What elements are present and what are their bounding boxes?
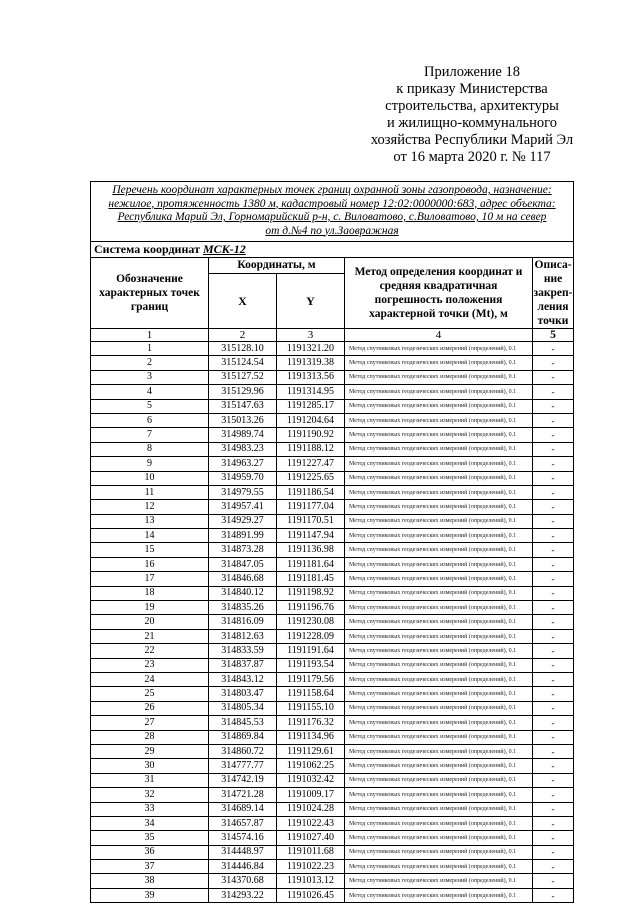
method-cell: Метод спутниковых геодезических измерений (определений), 0.1 (345, 370, 533, 384)
y-coordinate-cell: 1191230.08 (277, 615, 345, 629)
caption-line: от д.№4 по ул.Заовражная (265, 224, 399, 237)
fixing-description-cell: - (533, 788, 574, 802)
column-numbers-row (91, 329, 574, 342)
point-number-cell: 18 (91, 586, 209, 600)
table-row (91, 514, 574, 528)
x-coordinate-cell: 314959.70 (209, 471, 277, 485)
y-coordinate-cell: 1191321.20 (277, 342, 345, 356)
column-number: 5 (533, 329, 574, 342)
method-cell: Метод спутниковых геодезических измерений (определений), 0.1 (345, 744, 533, 758)
header-line: от 16 марта 2020 г. № 117 (393, 149, 551, 165)
point-number-cell: 2 (91, 356, 209, 370)
point-number-cell: 26 (91, 701, 209, 715)
fixing-description-cell: - (533, 342, 574, 356)
fixing-description-cell: - (533, 860, 574, 874)
method-cell: Метод спутниковых геодезических измерений (определений), 0.1 (345, 629, 533, 643)
table-row (91, 572, 574, 586)
fixing-description-cell: - (533, 672, 574, 686)
x-coordinate-cell: 315129.96 (209, 385, 277, 399)
method-cell: Метод спутниковых геодезических измерений (определений), 0.1 (345, 601, 533, 615)
header-line: к приказу Министерства (396, 81, 548, 97)
point-number-cell: 7 (91, 428, 209, 442)
caption-line: Республика Марий Эл, Горномарийский р-н, с. Виловатово, с.Виловатово, 10 м на север (117, 211, 547, 223)
y-coordinate-cell: 1191196.76 (277, 601, 345, 615)
table-row (91, 601, 574, 615)
x-coordinate-cell: 314929.27 (209, 514, 277, 528)
point-number-cell: 4 (91, 385, 209, 399)
column-header-x: X (209, 273, 277, 328)
y-coordinate-cell: 1191179.56 (277, 672, 345, 686)
method-cell: Метод спутниковых геодезических измерений (определений), 0.1 (345, 529, 533, 543)
coordinate-system-label: Система координат (94, 242, 200, 256)
x-coordinate-cell: 314860.72 (209, 744, 277, 758)
point-number-cell: 25 (91, 687, 209, 701)
table-row (91, 730, 574, 744)
y-coordinate-cell: 1191191.64 (277, 644, 345, 658)
point-number-cell: 35 (91, 831, 209, 845)
table-row (91, 845, 574, 859)
table-row (91, 716, 574, 730)
fixing-description-cell: - (533, 874, 574, 888)
table-row (91, 860, 574, 874)
point-number-cell: 6 (91, 413, 209, 427)
method-cell: Метод спутниковых геодезических измерений (определений), 0.1 (345, 672, 533, 686)
x-coordinate-cell: 314816.09 (209, 615, 277, 629)
y-coordinate-cell: 1191313.56 (277, 370, 345, 384)
fixing-description-cell: - (533, 845, 574, 859)
y-coordinate-cell: 1191009.17 (277, 788, 345, 802)
method-cell: Метод спутниковых геодезических измерений (определений), 0.1 (345, 888, 533, 902)
method-cell: Метод спутниковых геодезических измерений (определений), 0.1 (345, 716, 533, 730)
y-coordinate-cell: 1191026.45 (277, 888, 345, 902)
column-header-method: Метод определения координат и средняя квадратичная погрешность положения характерной точки (Mt), м (345, 258, 533, 329)
x-coordinate-cell: 314812.63 (209, 629, 277, 643)
x-coordinate-cell: 314869.84 (209, 730, 277, 744)
point-number-cell: 9 (91, 457, 209, 471)
method-cell: Метод спутниковых геодезических измерений (определений), 0.1 (345, 557, 533, 571)
x-coordinate-cell: 314833.59 (209, 644, 277, 658)
x-coordinate-cell: 314963.27 (209, 457, 277, 471)
table-row (91, 773, 574, 787)
y-coordinate-cell: 1191022.23 (277, 860, 345, 874)
point-number-cell: 21 (91, 629, 209, 643)
method-cell: Метод спутниковых геодезических измерений (определений), 0.1 (345, 471, 533, 485)
fixing-description-cell: - (533, 529, 574, 543)
method-cell: Метод спутниковых геодезических измерений (определений), 0.1 (345, 816, 533, 830)
table-row (91, 615, 574, 629)
y-coordinate-cell: 1191204.64 (277, 413, 345, 427)
y-coordinate-cell: 1191013.12 (277, 874, 345, 888)
fixing-description-cell: - (533, 888, 574, 902)
table-row (91, 356, 574, 370)
x-coordinate-cell: 314370.68 (209, 874, 277, 888)
caption-line: нежилое, протяженность 1380 м, кадастровый номер 12:02:0000000:683, адрес объекта: (108, 197, 556, 210)
column-number: 1 (91, 329, 209, 342)
fixing-description-cell: - (533, 658, 574, 672)
fixing-description-cell: - (533, 457, 574, 471)
x-coordinate-cell: 314657.87 (209, 816, 277, 830)
x-coordinate-cell: 314873.28 (209, 543, 277, 557)
header-line: хозяйства Республики Марий Эл (370, 132, 574, 148)
table-row (91, 586, 574, 600)
y-coordinate-cell: 1191228.09 (277, 629, 345, 643)
table-row (91, 629, 574, 643)
fixing-description-cell: - (533, 701, 574, 715)
y-coordinate-cell: 1191027.40 (277, 831, 345, 845)
point-number-cell: 39 (91, 888, 209, 902)
column-number: 2 (209, 329, 277, 342)
table-row (91, 342, 574, 356)
method-cell: Метод спутниковых геодезических измерений (определений), 0.1 (345, 615, 533, 629)
x-coordinate-cell: 314845.53 (209, 716, 277, 730)
method-cell: Метод спутниковых геодезических измерений (определений), 0.1 (345, 514, 533, 528)
fixing-description-cell: - (533, 831, 574, 845)
point-number-cell: 5 (91, 399, 209, 413)
x-coordinate-cell: 314847.05 (209, 557, 277, 571)
y-coordinate-cell: 1191181.45 (277, 572, 345, 586)
fixing-description-cell: - (533, 802, 574, 816)
fixing-description-cell: - (533, 442, 574, 456)
method-cell: Метод спутниковых геодезических измерений (определений), 0.1 (345, 500, 533, 514)
column-number: 4 (345, 329, 533, 342)
y-coordinate-cell: 1191319.38 (277, 356, 345, 370)
fixing-description-cell: - (533, 385, 574, 399)
fixing-description-cell: - (533, 543, 574, 557)
point-number-cell: 24 (91, 672, 209, 686)
y-coordinate-cell: 1191129.61 (277, 744, 345, 758)
x-coordinate-cell: 314446.84 (209, 860, 277, 874)
point-number-cell: 20 (91, 615, 209, 629)
method-cell: Метод спутниковых геодезических измерений (определений), 0.1 (345, 586, 533, 600)
x-coordinate-cell: 314979.55 (209, 485, 277, 499)
method-cell: Метод спутниковых геодезических измерений (определений), 0.1 (345, 543, 533, 557)
column-header-coords: Координаты, м (209, 258, 345, 274)
x-coordinate-cell: 315147.63 (209, 399, 277, 413)
table-row (91, 644, 574, 658)
point-number-cell: 3 (91, 370, 209, 384)
x-coordinate-cell: 314803.47 (209, 687, 277, 701)
y-coordinate-cell: 1191134.96 (277, 730, 345, 744)
method-cell: Метод спутниковых геодезических измерений (определений), 0.1 (345, 572, 533, 586)
fixing-description-cell: - (533, 687, 574, 701)
x-coordinate-cell: 314805.34 (209, 701, 277, 715)
method-cell: Метод спутниковых геодезических измерений (определений), 0.1 (345, 687, 533, 701)
x-coordinate-cell: 314983.23 (209, 442, 277, 456)
x-coordinate-cell: 315013.26 (209, 413, 277, 427)
table-row (91, 816, 574, 830)
y-coordinate-cell: 1191170.51 (277, 514, 345, 528)
point-number-cell: 10 (91, 471, 209, 485)
table-row (91, 759, 574, 773)
point-number-cell: 12 (91, 500, 209, 514)
method-cell: Метод спутниковых геодезических измерений (определений), 0.1 (345, 658, 533, 672)
fixing-description-cell: - (533, 399, 574, 413)
fixing-description-cell: - (533, 413, 574, 427)
fixing-description-cell: - (533, 500, 574, 514)
fixing-description-cell: - (533, 601, 574, 615)
point-number-cell: 29 (91, 744, 209, 758)
x-coordinate-cell: 314846.68 (209, 572, 277, 586)
y-coordinate-cell: 1191158.64 (277, 687, 345, 701)
method-cell: Метод спутниковых геодезических измерений (определений), 0.1 (345, 428, 533, 442)
x-coordinate-cell: 315124.54 (209, 356, 277, 370)
fixing-description-cell: - (533, 557, 574, 571)
y-coordinate-cell: 1191227.47 (277, 457, 345, 471)
y-coordinate-cell: 1191186.54 (277, 485, 345, 499)
point-number-cell: 38 (91, 874, 209, 888)
point-number-cell: 30 (91, 759, 209, 773)
y-coordinate-cell: 1191177.04 (277, 500, 345, 514)
point-number-cell: 31 (91, 773, 209, 787)
y-coordinate-cell: 1191193.54 (277, 658, 345, 672)
table-row (91, 399, 574, 413)
fixing-description-cell: - (533, 615, 574, 629)
point-number-cell: 19 (91, 601, 209, 615)
fixing-description-cell: - (533, 485, 574, 499)
fixing-description-cell: - (533, 514, 574, 528)
fixing-description-cell: - (533, 773, 574, 787)
column-header-point: Обозначение характерных точек границ (91, 258, 209, 329)
table-row (91, 744, 574, 758)
y-coordinate-cell: 1191136.98 (277, 543, 345, 557)
y-coordinate-cell: 1191198.92 (277, 586, 345, 600)
point-number-cell: 36 (91, 845, 209, 859)
table-row (91, 687, 574, 701)
x-coordinate-cell: 314840.12 (209, 586, 277, 600)
fixing-description-cell: - (533, 572, 574, 586)
table-row (91, 788, 574, 802)
table-row (91, 658, 574, 672)
y-coordinate-cell: 1191032.42 (277, 773, 345, 787)
table-row (91, 500, 574, 514)
y-coordinate-cell: 1191285.17 (277, 399, 345, 413)
fixing-description-cell: - (533, 428, 574, 442)
method-cell: Метод спутниковых геодезических измерений (определений), 0.1 (345, 831, 533, 845)
fixing-description-cell: - (533, 759, 574, 773)
point-number-cell: 13 (91, 514, 209, 528)
point-number-cell: 23 (91, 658, 209, 672)
y-coordinate-cell: 1191147.94 (277, 529, 345, 543)
x-coordinate-cell: 314742.19 (209, 773, 277, 787)
table-row (91, 802, 574, 816)
method-cell: Метод спутниковых геодезических измерений (определений), 0.1 (345, 802, 533, 816)
x-coordinate-cell: 314689.14 (209, 802, 277, 816)
fixing-description-cell: - (533, 644, 574, 658)
table-row (91, 557, 574, 571)
coordinate-system-row (91, 242, 574, 258)
method-cell: Метод спутниковых геодезических измерений (определений), 0.1 (345, 644, 533, 658)
coordinates-table (90, 181, 574, 903)
fixing-description-cell: - (533, 586, 574, 600)
table-row (91, 442, 574, 456)
point-number-cell: 32 (91, 788, 209, 802)
method-cell: Метод спутниковых геодезических измерений (определений), 0.1 (345, 485, 533, 499)
method-cell: Метод спутниковых геодезических измерений (определений), 0.1 (345, 788, 533, 802)
method-cell: Метод спутниковых геодезических измерений (определений), 0.1 (345, 356, 533, 370)
method-cell: Метод спутниковых геодезических измерений (определений), 0.1 (345, 874, 533, 888)
point-number-cell: 16 (91, 557, 209, 571)
table-row (91, 543, 574, 557)
method-cell: Метод спутниковых геодезических измерений (определений), 0.1 (345, 457, 533, 471)
fixing-description-cell: - (533, 370, 574, 384)
table-row (91, 874, 574, 888)
x-coordinate-cell: 315127.52 (209, 370, 277, 384)
method-cell: Метод спутниковых геодезических измерений (определений), 0.1 (345, 385, 533, 399)
method-cell: Метод спутниковых геодезических измерений (определений), 0.1 (345, 342, 533, 356)
table-row (91, 831, 574, 845)
point-number-cell: 15 (91, 543, 209, 557)
y-coordinate-cell: 1191176.32 (277, 716, 345, 730)
header-line: Приложение 18 (424, 64, 520, 80)
y-coordinate-cell: 1191022.43 (277, 816, 345, 830)
point-number-cell: 17 (91, 572, 209, 586)
x-coordinate-cell: 314574.16 (209, 831, 277, 845)
table-row (91, 485, 574, 499)
table-row (91, 457, 574, 471)
coordinate-system-value: МСК-12 (202, 242, 246, 256)
method-cell: Метод спутниковых геодезических измерений (определений), 0.1 (345, 413, 533, 427)
y-coordinate-cell: 1191190.92 (277, 428, 345, 442)
y-coordinate-cell: 1191225.65 (277, 471, 345, 485)
order-annex-header (367, 64, 577, 166)
x-coordinate-cell: 314957.41 (209, 500, 277, 514)
y-coordinate-cell: 1191011.68 (277, 845, 345, 859)
method-cell: Метод спутниковых геодезических измерений (определений), 0.1 (345, 442, 533, 456)
table-row (91, 370, 574, 384)
x-coordinate-cell: 314721.28 (209, 788, 277, 802)
method-cell: Метод спутниковых геодезических измерений (определений), 0.1 (345, 399, 533, 413)
fixing-description-cell: - (533, 471, 574, 485)
point-number-cell: 11 (91, 485, 209, 499)
column-header-desc: Описа-ние закреп-ления точки (533, 259, 573, 327)
point-number-cell: 14 (91, 529, 209, 543)
header-line: и жилищно-коммунального (386, 115, 558, 131)
method-cell: Метод спутниковых геодезических измерений (определений), 0.1 (345, 730, 533, 744)
point-number-cell: 8 (91, 442, 209, 456)
point-number-cell: 1 (91, 342, 209, 356)
x-coordinate-cell: 314989.74 (209, 428, 277, 442)
x-coordinate-cell: 314835.26 (209, 601, 277, 615)
table-row (91, 428, 574, 442)
y-coordinate-cell: 1191062.25 (277, 759, 345, 773)
y-coordinate-cell: 1191314.95 (277, 385, 345, 399)
x-coordinate-cell: 314843.12 (209, 672, 277, 686)
x-coordinate-cell: 314293.22 (209, 888, 277, 902)
fixing-description-cell: - (533, 629, 574, 643)
point-number-cell: 28 (91, 730, 209, 744)
point-number-cell: 27 (91, 716, 209, 730)
table-row (91, 888, 574, 902)
column-header-y: Y (277, 273, 345, 328)
fixing-description-cell: - (533, 816, 574, 830)
method-cell: Метод спутниковых геодезических измерений (определений), 0.1 (345, 860, 533, 874)
table-row (91, 413, 574, 427)
x-coordinate-cell: 314891.99 (209, 529, 277, 543)
table-row (91, 701, 574, 715)
table-row (91, 385, 574, 399)
table-row (91, 529, 574, 543)
method-cell: Метод спутниковых геодезических измерений (определений), 0.1 (345, 845, 533, 859)
fixing-description-cell: - (533, 356, 574, 370)
table-row (91, 672, 574, 686)
point-number-cell: 33 (91, 802, 209, 816)
x-coordinate-cell: 314448.97 (209, 845, 277, 859)
point-number-cell: 37 (91, 860, 209, 874)
x-coordinate-cell: 314837.87 (209, 658, 277, 672)
table-row (91, 471, 574, 485)
fixing-description-cell: - (533, 744, 574, 758)
method-cell: Метод спутниковых геодезических измерений (определений), 0.1 (345, 759, 533, 773)
fixing-description-cell: - (533, 730, 574, 744)
y-coordinate-cell: 1191155.10 (277, 701, 345, 715)
fixing-description-cell: - (533, 716, 574, 730)
y-coordinate-cell: 1191024.28 (277, 802, 345, 816)
point-number-cell: 34 (91, 816, 209, 830)
method-cell: Метод спутниковых геодезических измерений (определений), 0.1 (345, 773, 533, 787)
caption-line: Перечень координат характерных точек границ охранной зоны газопровода, назначение: (112, 184, 552, 196)
y-coordinate-cell: 1191188.12 (277, 442, 345, 456)
header-line: строительства, архитектуры (385, 98, 559, 114)
x-coordinate-cell: 315128.10 (209, 342, 277, 356)
x-coordinate-cell: 314777.77 (209, 759, 277, 773)
y-coordinate-cell: 1191181.64 (277, 557, 345, 571)
method-cell: Метод спутниковых геодезических измерений (определений), 0.1 (345, 701, 533, 715)
point-number-cell: 22 (91, 644, 209, 658)
column-number: 3 (277, 329, 345, 342)
table-caption (91, 182, 574, 242)
